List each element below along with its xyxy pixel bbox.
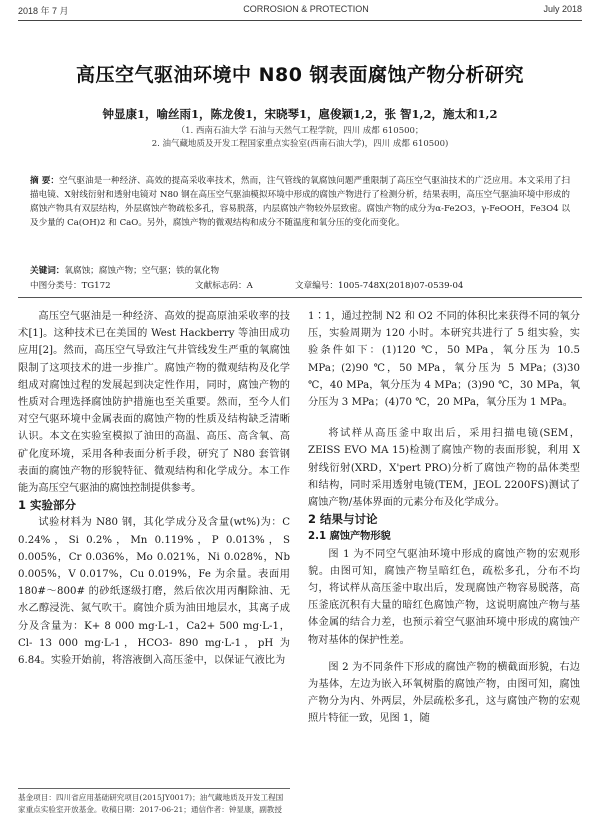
cross-section-paragraph: 图 2 为不同条件下形成的腐蚀产物的横截面形貌，右边为基体，左边为嵌入环氧树脂的腐蚀产物，由图可知，腐蚀产物分为内、外两层，外层疏松多孔，这与腐蚀产物的宏观照片特征一致，见图 1，随 xyxy=(308,661,580,725)
header-date: 2018 年 7 月 xyxy=(18,6,69,16)
divider xyxy=(18,297,582,298)
left-column xyxy=(18,308,290,669)
running-header xyxy=(18,4,582,21)
morphology-paragraph: 图 1 为不同空气驱油环境中形成的腐蚀产物的宏观形貌。由图可知，腐蚀产物呈暗红色，疏松多孔，分布不均匀，将试样从高压釜中取出后，发现腐蚀产物容易脱落，高压釜底沉积有大量的暗红色腐蚀产物，这说明腐蚀产物与基体金属的结合力差，也预示着空气驱油环境中形成的腐蚀产物对基体的保护性差。 xyxy=(308,548,580,646)
keywords xyxy=(30,264,570,276)
header-date-en: July 2018 xyxy=(543,4,582,14)
author-list: 钟显康1，喻丝雨1，陈龙俊1，宋晓琴1，扈俊颖1,2，张 智1,2，施太和1,2 xyxy=(102,107,498,121)
document-code: 文献标志码：A xyxy=(195,281,253,291)
keywords-label: 关键词： xyxy=(30,266,65,276)
affiliation-1: （1. 西南石油大学 石油与天然气工程学院，四川 成都 610500； xyxy=(176,126,424,136)
affiliation-2: 2. 油气藏地质及开发工程国家重点实验室(西南石油大学)，四川 成都 610500) xyxy=(151,139,449,149)
classification-line xyxy=(30,279,570,291)
section-heading-2: 2 结果与讨论 xyxy=(308,512,378,527)
keywords-text: 氧腐蚀；腐蚀产物；空气驱；铁的氧化物 xyxy=(64,266,220,276)
intro-paragraph: 高压空气驱油是一种经济、高效的提高原油采收率的技术[1]。这种技术已在美国的 West Hackberry 等油田成功应用[2]。然而，高压空气导致注气井管线发生严重的氧腐蚀限制了这项技术的进一步推广。腐蚀产物的微观结构及化学组成对腐蚀过程的发展起到决定性作用，同时，腐蚀产物的性质对合理选择腐蚀防护措施也至关重要。然而，至今人们对空气驱环境中金属表面的腐蚀产物的性质及结构缺乏清晰认识。本文在实验室模拟了油田的高温、高压、高含氧、高矿化度环境，采用各种表面分析手段，研究了 N80 套管钢表面的腐蚀产物的形貌特征、微观结构和化学成分。本工作能为高压空气驱油的腐蚀控制提供参考。 xyxy=(18,311,290,495)
subsection-heading: 2.1 腐蚀产物形貌 xyxy=(308,531,391,543)
abstract xyxy=(30,174,570,230)
clc-number: 中图分类号：TG172 xyxy=(30,281,111,291)
right-column xyxy=(308,308,580,728)
abstract-text: 空气驱油是一种经济、高效的提高采收率技术，然而，注气管线的氧腐蚀问题严重限制了高压空气驱油技术的广泛应用。本文采用了扫描电镜、X射线衍射和透射电镜对 N80 钢在高压空气驱油模拟环境中形成的腐蚀产物进行了检测分析，结果表明，高压空气驱油环境中形成的腐蚀产物具有双层结构，外层腐蚀产物疏松多孔，容易脱落，内层腐蚀产物较外层致密。腐蚀产物的成分为α-Fe2O3，γ-FeOOH，Fe3O4 以及少量的 Ca(OH)2 和 CaO。另外，腐蚀产物的微观结构和成分不随温度和氧分压的变化而变化。 xyxy=(30,176,570,228)
materials-paragraph: 试验材料为 N80 钢，其化学成分及含量(wt%)为：C 0.24%，Si 0.2%，Mn 0.119%，P 0.013%，S 0.005%，Cr 0.036%，Mo 0.021%，Ni 0.028%，Nb 0.005%，V 0.017%，Cu 0.019%，Fe 为余量。表面用 180#～800# 的砂纸逐级打磨，然后依次用丙酮除油、无水乙醇浸洗、氮气吹干。腐蚀介质为油田地层水，其离子成分及含量为：K+ 8 000 mg·L-1，Ca2+ 500 mg·L-1，Cl- 13 000 mg·L-1，HCO3- 890 mg·L-1，pH 为 6.84。实验开始前，将溶液倒入高压釜中，以保证气液比为 xyxy=(18,517,290,667)
article-number: 文章编号：1005-748X(2018)07-0539-04 xyxy=(295,281,464,291)
conditions-paragraph: 1∶1，通过控制 N2 和 O2 不同的体积比来获得不同的氧分压，实验周期为 120 小时。本研究共进行了 5 组实验，实验条件如下：(1)120 ℃，50 MPa，氧分压为 10.5 MPa；(2)90 ℃，50 MPa，氧分压为 5 MPa；(3)30 ℃，40 MPa，氧分压为 4 MPa；(3)90 ℃，30 MPa，氧分压为 3 MPa；(4)70 ℃，20 MPa，氧分压为 1 MPa。 xyxy=(308,311,580,409)
methods-paragraph: 将试样从高压釜中取出后，采用扫描电镜(SEM，ZEISS EVO MA 15)检测了腐蚀产物的表面形貌，利用 X 射线衍射(XRD，X'pert PRO)分析了腐蚀产物的晶体类型和结构，同时采用透射电镜(TEM，JEOL 2200FS)测试了腐蚀产物/基体界面的元素分布及化学成分。 xyxy=(308,428,580,509)
section-heading-1: 1 实验部分 xyxy=(18,498,77,513)
footnote: 基金项目：四川省应用基础研究项目(2015JY0017)；油气藏地质及开发工程国家重点实验室开放基金。收稿日期：2017-06-21；通信作者：钟显康，副教授 xyxy=(18,788,290,816)
paper-title: 高压空气驱油环境中 N80 钢表面腐蚀产物分析研究 xyxy=(75,64,525,86)
header-journal: CORROSION & PROTECTION xyxy=(243,4,369,14)
abstract-label: 摘 要： xyxy=(30,176,60,186)
